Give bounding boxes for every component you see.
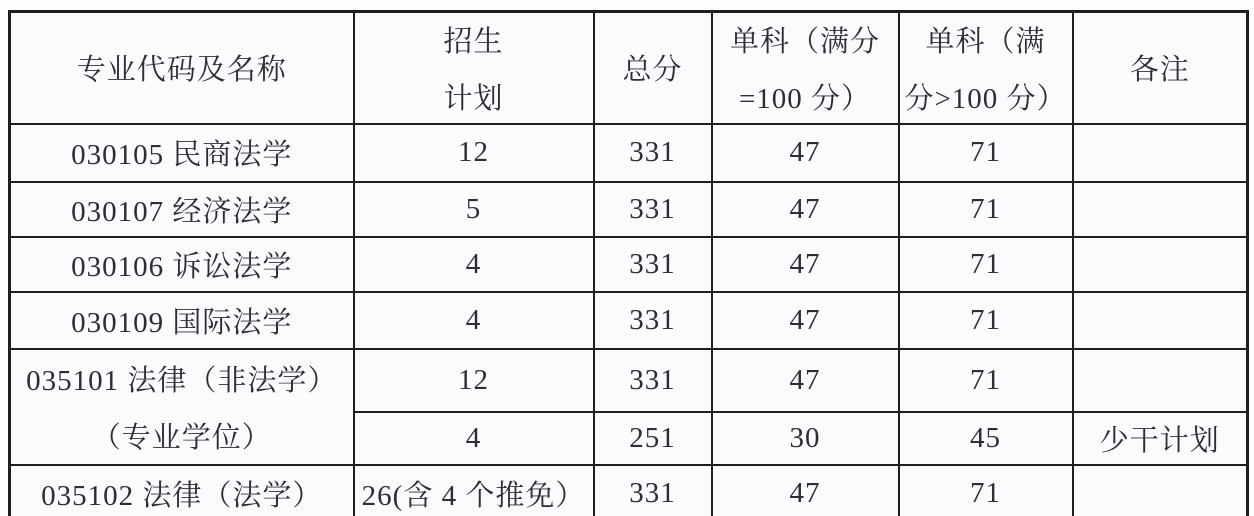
cell-single-gt100: 71	[899, 124, 1073, 182]
table-row	[10, 292, 1248, 349]
table-row-clipped	[10, 465, 1248, 516]
cell-plan: 4	[354, 292, 594, 349]
cell-major-merged	[10, 349, 354, 465]
cell-single-gt100: 71	[899, 182, 1073, 237]
cell-plan: 5	[354, 182, 594, 237]
cell-major: 030106 诉讼法学	[10, 237, 354, 292]
cell-single-eq100: 30	[712, 412, 899, 465]
cell-single-eq100: 47	[712, 465, 899, 516]
cell-plan: 4	[354, 237, 594, 292]
cell-major: 035102 法律（法学）	[10, 465, 354, 516]
header-single-eq100-line2: =100 分）	[738, 82, 872, 115]
score-table	[8, 10, 1249, 516]
cell-note	[1073, 237, 1248, 292]
header-note: 各注	[1073, 12, 1248, 124]
cell-note: 少干计划	[1073, 412, 1248, 465]
cell-note	[1073, 124, 1248, 182]
cell-single-eq100: 47	[712, 124, 899, 182]
cell-note	[1073, 465, 1248, 516]
cell-plan: 12	[354, 124, 594, 182]
header-enrollment-plan	[354, 12, 594, 124]
cell-note	[1073, 349, 1248, 412]
cell-major-line2: （专业学位）	[91, 421, 272, 454]
header-single-gt100-line1: 单科（满	[925, 25, 1046, 58]
cell-note	[1073, 182, 1248, 237]
cell-major-line1: 035101 法律（非法学）	[26, 364, 338, 397]
cell-major: 030107 经济法学	[10, 182, 354, 237]
cell-single-eq100: 47	[712, 292, 899, 349]
header-single-gt100-line2: 分>100 分）	[904, 82, 1067, 115]
cell-total: 251	[594, 412, 712, 465]
cell-single-gt100: 71	[899, 237, 1073, 292]
header-single-gt100	[899, 12, 1073, 124]
cell-single-gt100: 45	[899, 412, 1073, 465]
cell-plan: 12	[354, 349, 594, 412]
cell-single-gt100: 71	[899, 465, 1073, 516]
header-enrollment-plan-line2: 计划	[443, 82, 504, 115]
header-major-code: 专业代码及名称	[10, 12, 354, 124]
cell-total: 331	[594, 465, 712, 516]
header-total-score: 总分	[594, 12, 712, 124]
table-row	[10, 182, 1248, 237]
cell-single-eq100: 47	[712, 237, 899, 292]
cell-single-eq100: 47	[712, 182, 899, 237]
cell-major: 030109 国际法学	[10, 292, 354, 349]
header-enrollment-plan-line1: 招生	[443, 25, 504, 58]
table-row	[10, 237, 1248, 292]
cell-plan: 26(含 4 个推免）	[354, 465, 594, 516]
cell-single-gt100: 71	[899, 349, 1073, 412]
cell-total: 331	[594, 349, 712, 412]
cell-total: 331	[594, 292, 712, 349]
cell-plan: 4	[354, 412, 594, 465]
cell-major: 030105 民商法学	[10, 124, 354, 182]
cell-total: 331	[594, 237, 712, 292]
table-row-merged-top	[10, 349, 1248, 412]
cell-single-eq100: 47	[712, 349, 899, 412]
header-single-eq100-line1: 单科（满分	[729, 25, 880, 58]
cell-total: 331	[594, 182, 712, 237]
header-single-eq100	[712, 12, 899, 124]
cell-single-gt100: 71	[899, 292, 1073, 349]
cell-total: 331	[594, 124, 712, 182]
cell-note	[1073, 292, 1248, 349]
table-row	[10, 124, 1248, 182]
header-row	[10, 12, 1248, 124]
